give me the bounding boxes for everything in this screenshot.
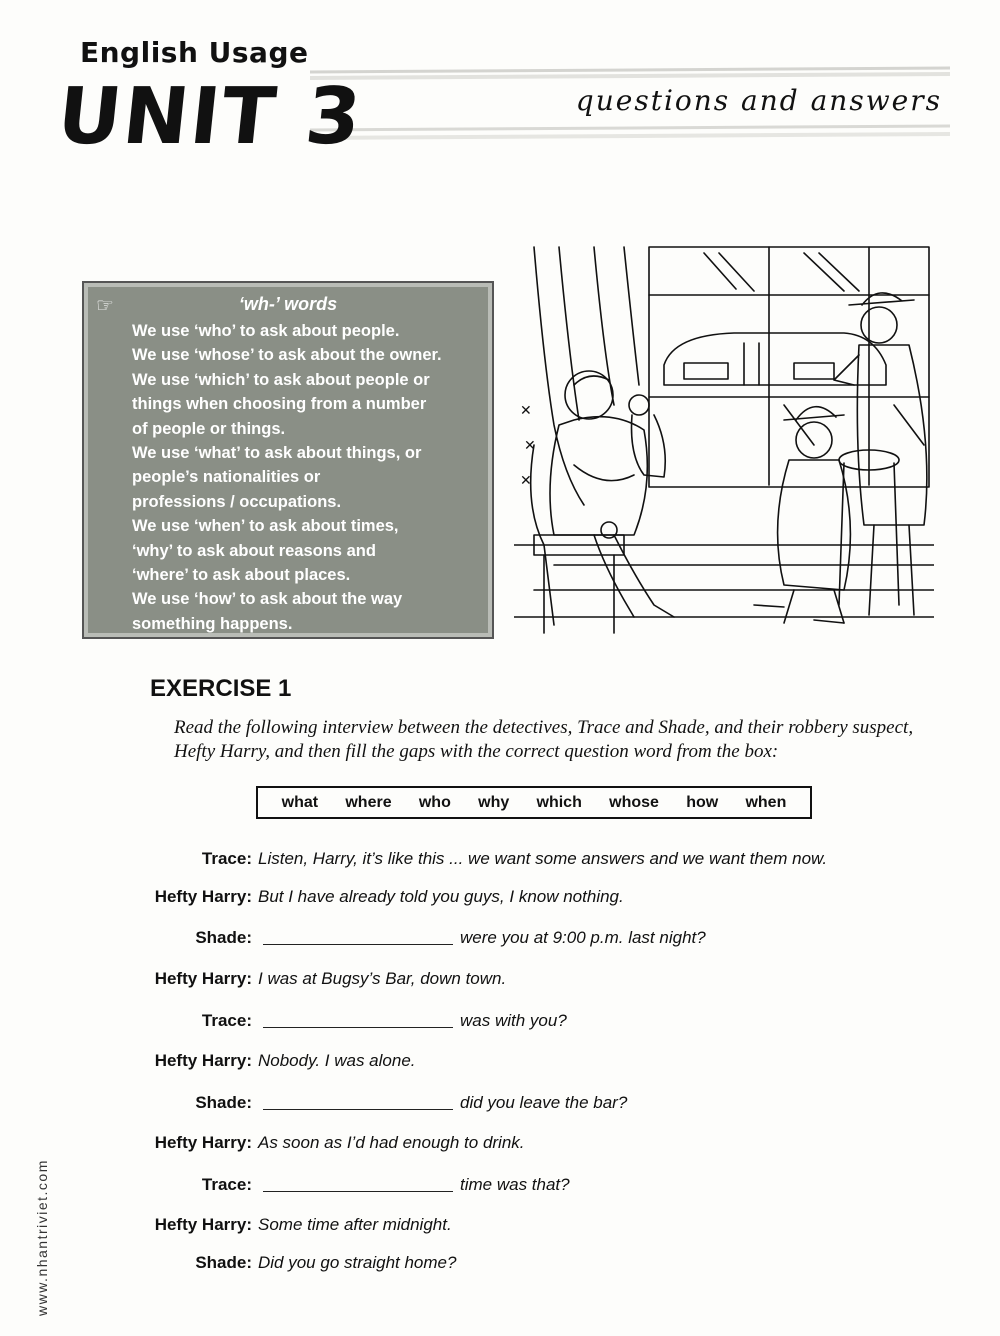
dialogue-text: I was at Bugsy’s Bar, down town. (258, 969, 507, 988)
info-line: things when choosing from a number (132, 395, 427, 414)
dialogue-line (0, 928, 1000, 954)
info-line: We use ‘how’ to ask about the way (132, 590, 403, 609)
info-line: We use ‘when’ to ask about times, (132, 517, 399, 536)
word-box-item: when (745, 793, 787, 811)
info-line: something happens. (132, 614, 293, 633)
word-box-item: whose (609, 793, 659, 811)
dialogue-text: did you leave the bar? (460, 1093, 628, 1112)
info-line: professions / occupations. (132, 492, 342, 511)
info-line: ‘where’ to ask about places. (132, 566, 351, 585)
dialogue-text: As soon as I’d had enough to drink. (258, 1133, 525, 1152)
answer-gap[interactable] (263, 944, 453, 945)
dialogue-line (0, 969, 1000, 995)
info-line: We use ‘whose’ to ask about the owner. (132, 346, 442, 365)
speaker-name: Shade: (195, 928, 252, 947)
word-box-item: which (536, 793, 582, 811)
dialogue-line (0, 1215, 1000, 1241)
speaker-name: Hefty Harry: (154, 969, 252, 988)
dialogue-line (0, 1093, 1000, 1119)
exercise-instruction: Read the following interview between the detectives, Trace and Shade, and their robbery suspect, Hefty Harry, and then fill the gaps with the correct question word from the box: (174, 717, 914, 762)
wh-words-info-box (82, 281, 494, 639)
dialogue-text: was with you? (460, 1011, 567, 1030)
dialogue-line (0, 1011, 1000, 1037)
unit-topic: questions and answers (575, 84, 942, 117)
dialogue-text: Nobody. I was alone. (258, 1051, 416, 1070)
exercise-title: EXERCISE 1 (150, 675, 292, 702)
dialogue-line (0, 887, 1000, 913)
word-box (256, 786, 812, 819)
word-box-item: how (686, 793, 719, 811)
dialogue-text: were you at 9:00 p.m. last night? (460, 928, 706, 947)
dialogue-text: But I have already told you guys, I know nothing. (258, 887, 624, 906)
word-box-item: what (281, 793, 319, 811)
svg-text:✕: ✕ (524, 437, 536, 453)
word-box-item: where (345, 793, 392, 811)
dialogue-line (0, 1175, 1000, 1201)
info-line: We use ‘who’ to ask about people. (132, 322, 400, 340)
speaker-name: Hefty Harry: (154, 1215, 252, 1234)
dialogue-line (0, 1133, 1000, 1159)
info-line: of people or things. (132, 419, 286, 438)
svg-text:✕: ✕ (520, 472, 532, 488)
unit-title: UNIT 3 (53, 72, 368, 162)
info-box-body (132, 319, 484, 636)
dialogue-text: Listen, Harry, it’s like this ... we want some answers and we want them now. (258, 849, 828, 868)
answer-gap[interactable] (263, 1191, 453, 1192)
series-title: English Usage (80, 36, 309, 69)
info-box-title: ‘wh-’ words (238, 294, 338, 314)
dialogue-line (0, 849, 1000, 875)
speaker-name: Hefty Harry: (154, 1133, 252, 1152)
word-box-item: why (478, 793, 510, 811)
answer-gap[interactable] (263, 1027, 453, 1028)
speaker-name: Hefty Harry: (154, 1051, 252, 1070)
answer-gap[interactable] (263, 1109, 453, 1110)
info-line: We use ‘what’ to ask about things, or (132, 444, 422, 463)
dialogue-line (0, 1253, 1000, 1279)
interrogation-illustration (514, 245, 934, 637)
dialogue-line (0, 1051, 1000, 1077)
info-line: people’s nationalities or (132, 468, 321, 487)
speaker-name: Shade: (195, 1253, 252, 1272)
speaker-name: Trace: (201, 849, 252, 868)
info-line: We use ‘which’ to ask about people or (132, 370, 430, 389)
svg-text:✕: ✕ (520, 402, 532, 418)
dialogue-text: Did you go straight home? (258, 1253, 457, 1272)
speaker-name: Hefty Harry: (154, 887, 252, 906)
info-line: ‘why’ to ask about reasons and (132, 541, 376, 560)
dialogue-text: Some time after midnight. (258, 1215, 452, 1234)
speaker-name: Shade: (195, 1093, 252, 1112)
publisher-url: www.nhantriviet.com (34, 1159, 50, 1316)
word-box-item: who (418, 793, 451, 811)
speaker-name: Trace: (201, 1011, 252, 1030)
dialogue-text: time was that? (460, 1175, 570, 1194)
pointing-hand-icon: ☞ (96, 295, 114, 317)
speaker-name: Trace: (201, 1175, 252, 1194)
